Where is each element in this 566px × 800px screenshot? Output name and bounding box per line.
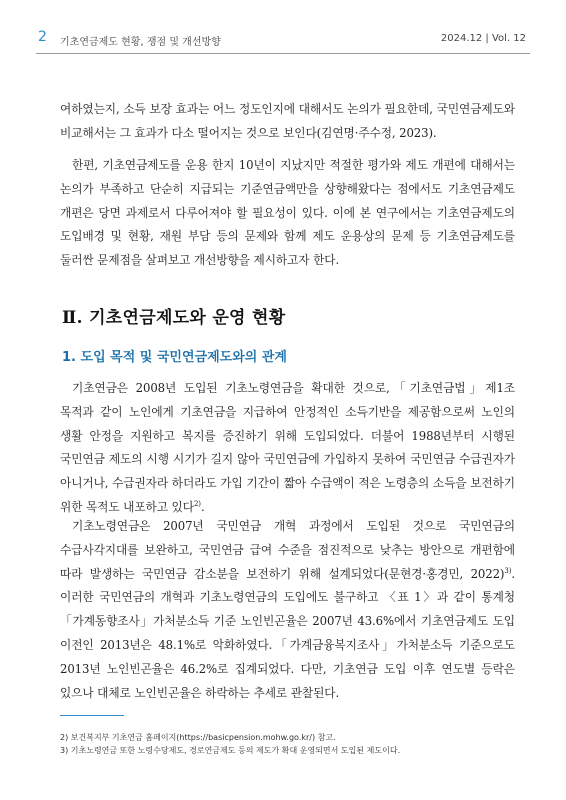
- footnote-ref-2[interactable]: 2): [193, 500, 201, 509]
- running-header: [36, 29, 530, 50]
- subsection-title: 1. 도입 목적 및 국민연금제도와의 관계: [62, 350, 287, 365]
- section-title: Ⅱ. 기초연금제도와 운영 현황: [62, 308, 286, 328]
- footnote-rule: [60, 715, 124, 716]
- paragraph-research-purpose: 한편, 기초연금제도를 운용 한지 10년이 지났지만 적절한 평가와 제도 개편에 대해서는 논의가 부족하고 단순히 지급되는 기준연금액만을 상향해왔다는 점에서도 기초연금제도 개편은 당면 과제로서 다루어져야 할 필요성이 있다. 이에 본 연구에서는 기초연금제도의 도입배경 및 현황, 재원 부담 등의 문제와 함께 제도 운용상의 문제 등 기초연금제도를 둘러싼 문제점을 살펴보고 개선방향을 제시하고자 한다.: [60, 158, 515, 268]
- paragraph-continued: 여하였는지, 소득 보장 효과는 어느 정도인지에 대해서도 논의가 필요한데, 국민연금제도와 비교해서는 그 효과가 다소 떨어지는 것으로 보인다(김연명·주수정, 2023).: [60, 102, 515, 140]
- header-rule: [36, 53, 530, 54]
- running-title: 기초연금제도 현황, 쟁점 및 개선방향: [60, 37, 221, 48]
- paragraph-introduction-purpose: [60, 377, 515, 520]
- issue-label: 2024.12 | Vol. 12: [440, 33, 526, 44]
- page-number: 2: [38, 29, 47, 45]
- paragraph-text-continued: . 이러한 국민연금의 개혁과 기초노령연금의 도입에도 불구하고 〈표 1〉과 같이 통계청「가계동향조사」가처분소득 기준 노인빈곤율은 2007년 43.6%에서 기초연금제도 도입 이전인 2013년은 48.1%로 악화하였다.「가계금융복지조사」가처분소득 기준으로도 2013년 노인빈곤율은 46.2%로 집계되었다. 다만, 기초연금 도입 이후 연도별 등락은 있으나 대체로 노인빈곤율은 하락하는 추세로 관찰된다.: [60, 566, 515, 700]
- paragraph-text: 기초연금은 2008년 도입된 기초노령연금을 확대한 것으로,「기초연금법」제1조 목적과 같이 노인에게 기초연금을 지급하여 안정적인 소득기반을 제공함으로써 노인의 생활 안정을 지원하고 복지를 증진하기 위해 도입되었다. 더불어 1988년부터 시행된 국민연금 제도의 시행 시기가 길지 않아 국민연금에 가입하지 못하여 국민연금 수급권자가 아니거나, 수급권자라 하더라도 가입 기간이 짧아 수급액이 적은 노령층의 소득을 보전하기 위한 목적도 내포하고 있다: [60, 381, 515, 514]
- footnote-3: 3) 기초노령연금 또한 노령수당제도, 경로연금제도 등의 제도가 확대 운영되면서 도입된 제도이다.: [60, 746, 401, 755]
- paragraph-text-end: .: [200, 499, 205, 514]
- paragraph-basic-old-age-pension: [60, 515, 515, 705]
- paragraph-text: 기초노령연금은 2007년 국민연금 개혁 과정에서 도입된 것으로 국민연금의 수급사각지대를 보완하고, 국민연금 급여 수준을 점진적으로 낮추는 방안으로 개편함에 따라 발생하는 국민연금 감소분을 보전하기 위해 설계되었다(문현경·홍경민, 2022): [60, 519, 515, 581]
- footnote-2: 2) 보건복지부 기초연금 홈페이지(https://basicpension.mohw.go.kr/) 참고.: [60, 733, 336, 742]
- footnote-ref-3[interactable]: 3): [504, 566, 512, 575]
